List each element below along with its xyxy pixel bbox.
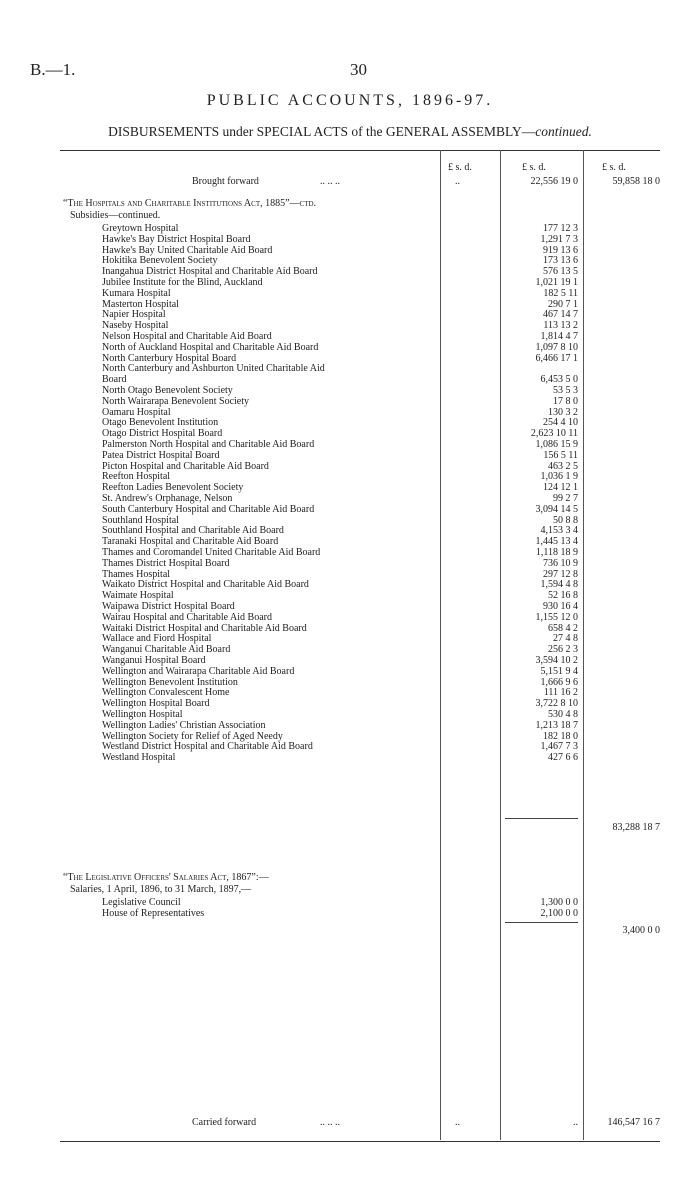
- row-label: Westland Hospital: [102, 752, 176, 764]
- ledger-row: [0, 752, 700, 764]
- row-label: Legislative Council: [102, 897, 181, 908]
- brought-forward-row: [0, 176, 700, 188]
- row-amount: 3,094 14 5: [535, 503, 578, 515]
- row-amount: 1,021 19 1: [535, 277, 578, 288]
- row-amount: 156 5 11: [543, 449, 578, 461]
- row-amount: 111 16 2: [543, 687, 578, 699]
- carried-forward-row: [0, 1117, 700, 1129]
- section1-subtotal-rule: [505, 818, 578, 819]
- section2-subtotal-rule: [505, 922, 578, 923]
- row-label: Waipawa District Hospital Board: [102, 601, 235, 612]
- row-label: Board: [102, 374, 127, 386]
- row-label: Southland Hospital: [102, 514, 179, 526]
- carried-forward-col2: ..: [573, 1117, 578, 1128]
- row-label: Oamaru Hospital: [102, 406, 171, 418]
- row-label: Hawke's Bay District Hospital Board: [102, 233, 251, 245]
- row-amount: 297 12 8: [543, 568, 578, 580]
- row-amount: 50 8 8: [553, 514, 578, 526]
- row-amount: 52 16 8: [548, 590, 578, 602]
- row-label: Reefton Ladies Benevolent Society: [102, 482, 244, 494]
- row-amount: 1,467 7 3: [540, 741, 578, 753]
- row-label: Patea District Hospital Board: [102, 449, 220, 461]
- section1-heading: “The Hospitals and Charitable Institutions Act, 1885”—ctd.: [63, 198, 317, 209]
- row-label: Picton Hospital and Charitable Aid Board: [102, 460, 269, 472]
- row-amount: 27 4 8: [553, 633, 578, 645]
- row-label: Wellington Hospital Board: [102, 698, 210, 710]
- row-label: Masterton Hospital: [102, 298, 179, 310]
- row-amount: 256 2 3: [548, 644, 578, 656]
- page-number: 30: [350, 60, 367, 79]
- document-reference: B.—1.: [30, 60, 76, 79]
- row-label: North Wairarapa Benevolent Society: [102, 395, 250, 407]
- leader-dots: .. .. ..: [320, 176, 340, 187]
- row-amount: 2,623 10 11: [530, 428, 578, 440]
- row-label: Waitaki District Hospital and Charitable Aid Board: [102, 622, 307, 634]
- section1-subheading: Subsidies—continued.: [70, 210, 161, 221]
- row-amount: 1,036 1 9: [540, 471, 578, 483]
- row-label: Otago District Hospital Board: [102, 428, 223, 440]
- row-label: Wallace and Fiord Hospital: [102, 633, 212, 645]
- section2-subheading-row: [0, 884, 700, 896]
- row-amount: 736 10 9: [543, 557, 578, 569]
- leader-dots: .. .. ..: [320, 1117, 340, 1128]
- carried-forward-col3: 146,547 16 7: [607, 1117, 660, 1128]
- row-amount: 17 8 0: [553, 395, 578, 407]
- row-label: Wellington Hospital: [102, 709, 183, 720]
- subtitle-text: DISBURSEMENTS under SPECIAL ACTS of the GENERAL ASSEMBLY—: [108, 124, 536, 139]
- row-amount: 290 7 1: [548, 298, 578, 310]
- brought-forward-col3: 59,858 18 0: [612, 176, 660, 187]
- row-label: North Otago Benevolent Society: [102, 385, 233, 396]
- section2-total: 3,400 0 0: [622, 925, 660, 936]
- row-amount: 1,097 8 10: [535, 341, 578, 353]
- section2-heading-row: [0, 872, 700, 884]
- row-amount: 173 13 6: [543, 255, 578, 267]
- section2-subheading: Salaries, 1 April, 1896, to 31 March, 1897,—: [70, 884, 252, 895]
- carried-forward-col1: ..: [455, 1117, 460, 1128]
- row-amount: 1,118 18 9: [535, 547, 578, 558]
- row-amount: 254 4 10: [543, 417, 578, 429]
- row-label: Wellington Convalescent Home: [102, 687, 230, 699]
- page-title: PUBLIC ACCOUNTS, 1896-97.: [206, 92, 494, 109]
- section2-total-row: [0, 925, 700, 937]
- row-amount: 4,153 3 4: [540, 525, 578, 537]
- row-label: Hokitika Benevolent Society: [102, 255, 218, 267]
- row-label: North Canterbury and Ashburton United Charitable Aid: [102, 363, 325, 375]
- row-amount: 930 16 4: [543, 601, 578, 612]
- row-amount: 5,151 9 4: [540, 665, 578, 677]
- row-label: Jubilee Institute for the Blind, Auckland: [102, 277, 263, 288]
- row-amount: 130 3 2: [548, 406, 578, 418]
- row-label: Greytown Hospital: [102, 223, 179, 234]
- row-amount: 1,291 7 3: [540, 233, 578, 245]
- section1-total-row: [0, 822, 700, 834]
- row-label: North Canterbury Hospital Board: [102, 352, 237, 364]
- row-amount: 576 13 5: [543, 266, 578, 278]
- row-amount: 1,086 15 9: [535, 439, 578, 450]
- row-label: Wanganui Hospital Board: [102, 655, 206, 666]
- column-heading-2: £ s. d.: [522, 162, 546, 173]
- brought-forward-col2: 22,556 19 0: [530, 176, 578, 187]
- row-label: Palmerston North Hospital and Charitable Aid Board: [102, 439, 315, 450]
- row-amount: 182 18 0: [543, 730, 578, 742]
- row-label: Wairau Hospital and Charitable Aid Board: [102, 611, 272, 623]
- row-amount: 1,445 13 4: [535, 536, 578, 548]
- row-label: Wellington Benevolent Institution: [102, 676, 238, 688]
- row-label: Wellington Society for Relief of Aged Needy: [102, 730, 283, 742]
- row-amount: 1,213 18 7: [535, 719, 578, 731]
- page-subtitle: [0, 124, 700, 140]
- row-label: Waimate Hospital: [102, 590, 174, 602]
- row-amount: 658 4 2: [548, 622, 578, 634]
- row-amount: 124 12 1: [543, 482, 578, 494]
- row-amount: 1,814 4 7: [540, 331, 578, 342]
- row-label: Wellington Ladies' Christian Association: [102, 719, 266, 731]
- row-amount: 3,722 8 10: [535, 698, 578, 710]
- row-label: Thames District Hospital Board: [102, 557, 230, 569]
- column-heading-3: £ s. d.: [602, 162, 626, 173]
- brought-forward-col1: ..: [455, 176, 460, 187]
- row-amount: 53 5 3: [553, 385, 578, 396]
- row-amount: 2,100 0 0: [540, 908, 578, 919]
- row-label: Kumara Hospital: [102, 287, 171, 299]
- column-heading-1: £ s. d.: [448, 162, 472, 173]
- carried-forward-label: Carried forward: [192, 1117, 257, 1128]
- row-label: Reefton Hospital: [102, 471, 171, 483]
- row-label: Otago Benevolent Institution: [102, 417, 219, 429]
- row-amount: 99 2 7: [553, 493, 578, 504]
- row-amount: 463 2 5: [548, 460, 578, 472]
- row-label: House of Representatives: [102, 908, 205, 919]
- section1-heading-row: [0, 198, 700, 210]
- row-amount: 113 13 2: [543, 320, 578, 332]
- row-label: Thames and Coromandel United Charitable Aid Board: [102, 547, 321, 558]
- row-label: St. Andrew's Orphanage, Nelson: [102, 493, 233, 504]
- section1-subheading-row: [0, 210, 700, 222]
- row-amount: 1,300 0 0: [540, 897, 578, 908]
- row-label: Wellington and Wairarapa Charitable Aid Board: [102, 665, 295, 677]
- row-label: Napier Hospital: [102, 309, 166, 321]
- row-amount: 427 6 6: [548, 752, 578, 764]
- row-label: Inangahua District Hospital and Charitable Aid Board: [102, 266, 318, 278]
- subtitle-continued: continued.: [535, 124, 592, 139]
- row-label: Southland Hospital and Charitable Aid Board: [102, 525, 284, 537]
- row-label: Wanganui Charitable Aid Board: [102, 644, 231, 656]
- row-amount: 177 12 3: [543, 223, 578, 234]
- row-label: Waikato District Hospital and Charitable Aid Board: [102, 579, 309, 591]
- section1-total: 83,288 18 7: [612, 822, 660, 833]
- row-amount: 1,155 12 0: [535, 611, 578, 623]
- row-label: Thames Hospital: [102, 568, 171, 580]
- row-amount: 1,666 9 6: [540, 676, 578, 688]
- row-amount: 6,466 17 1: [535, 352, 578, 364]
- row-label: Naseby Hospital: [102, 320, 169, 332]
- row-amount: 182 5 11: [543, 287, 578, 299]
- ledger-row: [0, 908, 700, 920]
- section2-heading: “The Legislative Officers' Salaries Act, 1867”:—: [63, 872, 269, 883]
- row-label: Hawke's Bay United Charitable Aid Board: [102, 244, 273, 256]
- row-amount: 919 13 6: [543, 244, 578, 256]
- row-label: Westland District Hospital and Charitable Aid Board: [102, 741, 313, 753]
- row-amount: 1,594 4 8: [540, 579, 578, 591]
- brought-forward-label: Brought forward: [192, 176, 259, 187]
- row-amount: 467 14 7: [543, 309, 578, 321]
- row-label: North of Auckland Hospital and Charitable Aid Board: [102, 341, 319, 353]
- row-label: Nelson Hospital and Charitable Aid Board: [102, 331, 272, 342]
- row-amount: 530 4 8: [548, 709, 578, 720]
- row-amount: 3,594 10 2: [535, 655, 578, 666]
- row-label: South Canterbury Hospital and Charitable Aid Board: [102, 503, 315, 515]
- row-amount: 6,453 5 0: [540, 374, 578, 386]
- row-label: Taranaki Hospital and Charitable Aid Board: [102, 536, 279, 548]
